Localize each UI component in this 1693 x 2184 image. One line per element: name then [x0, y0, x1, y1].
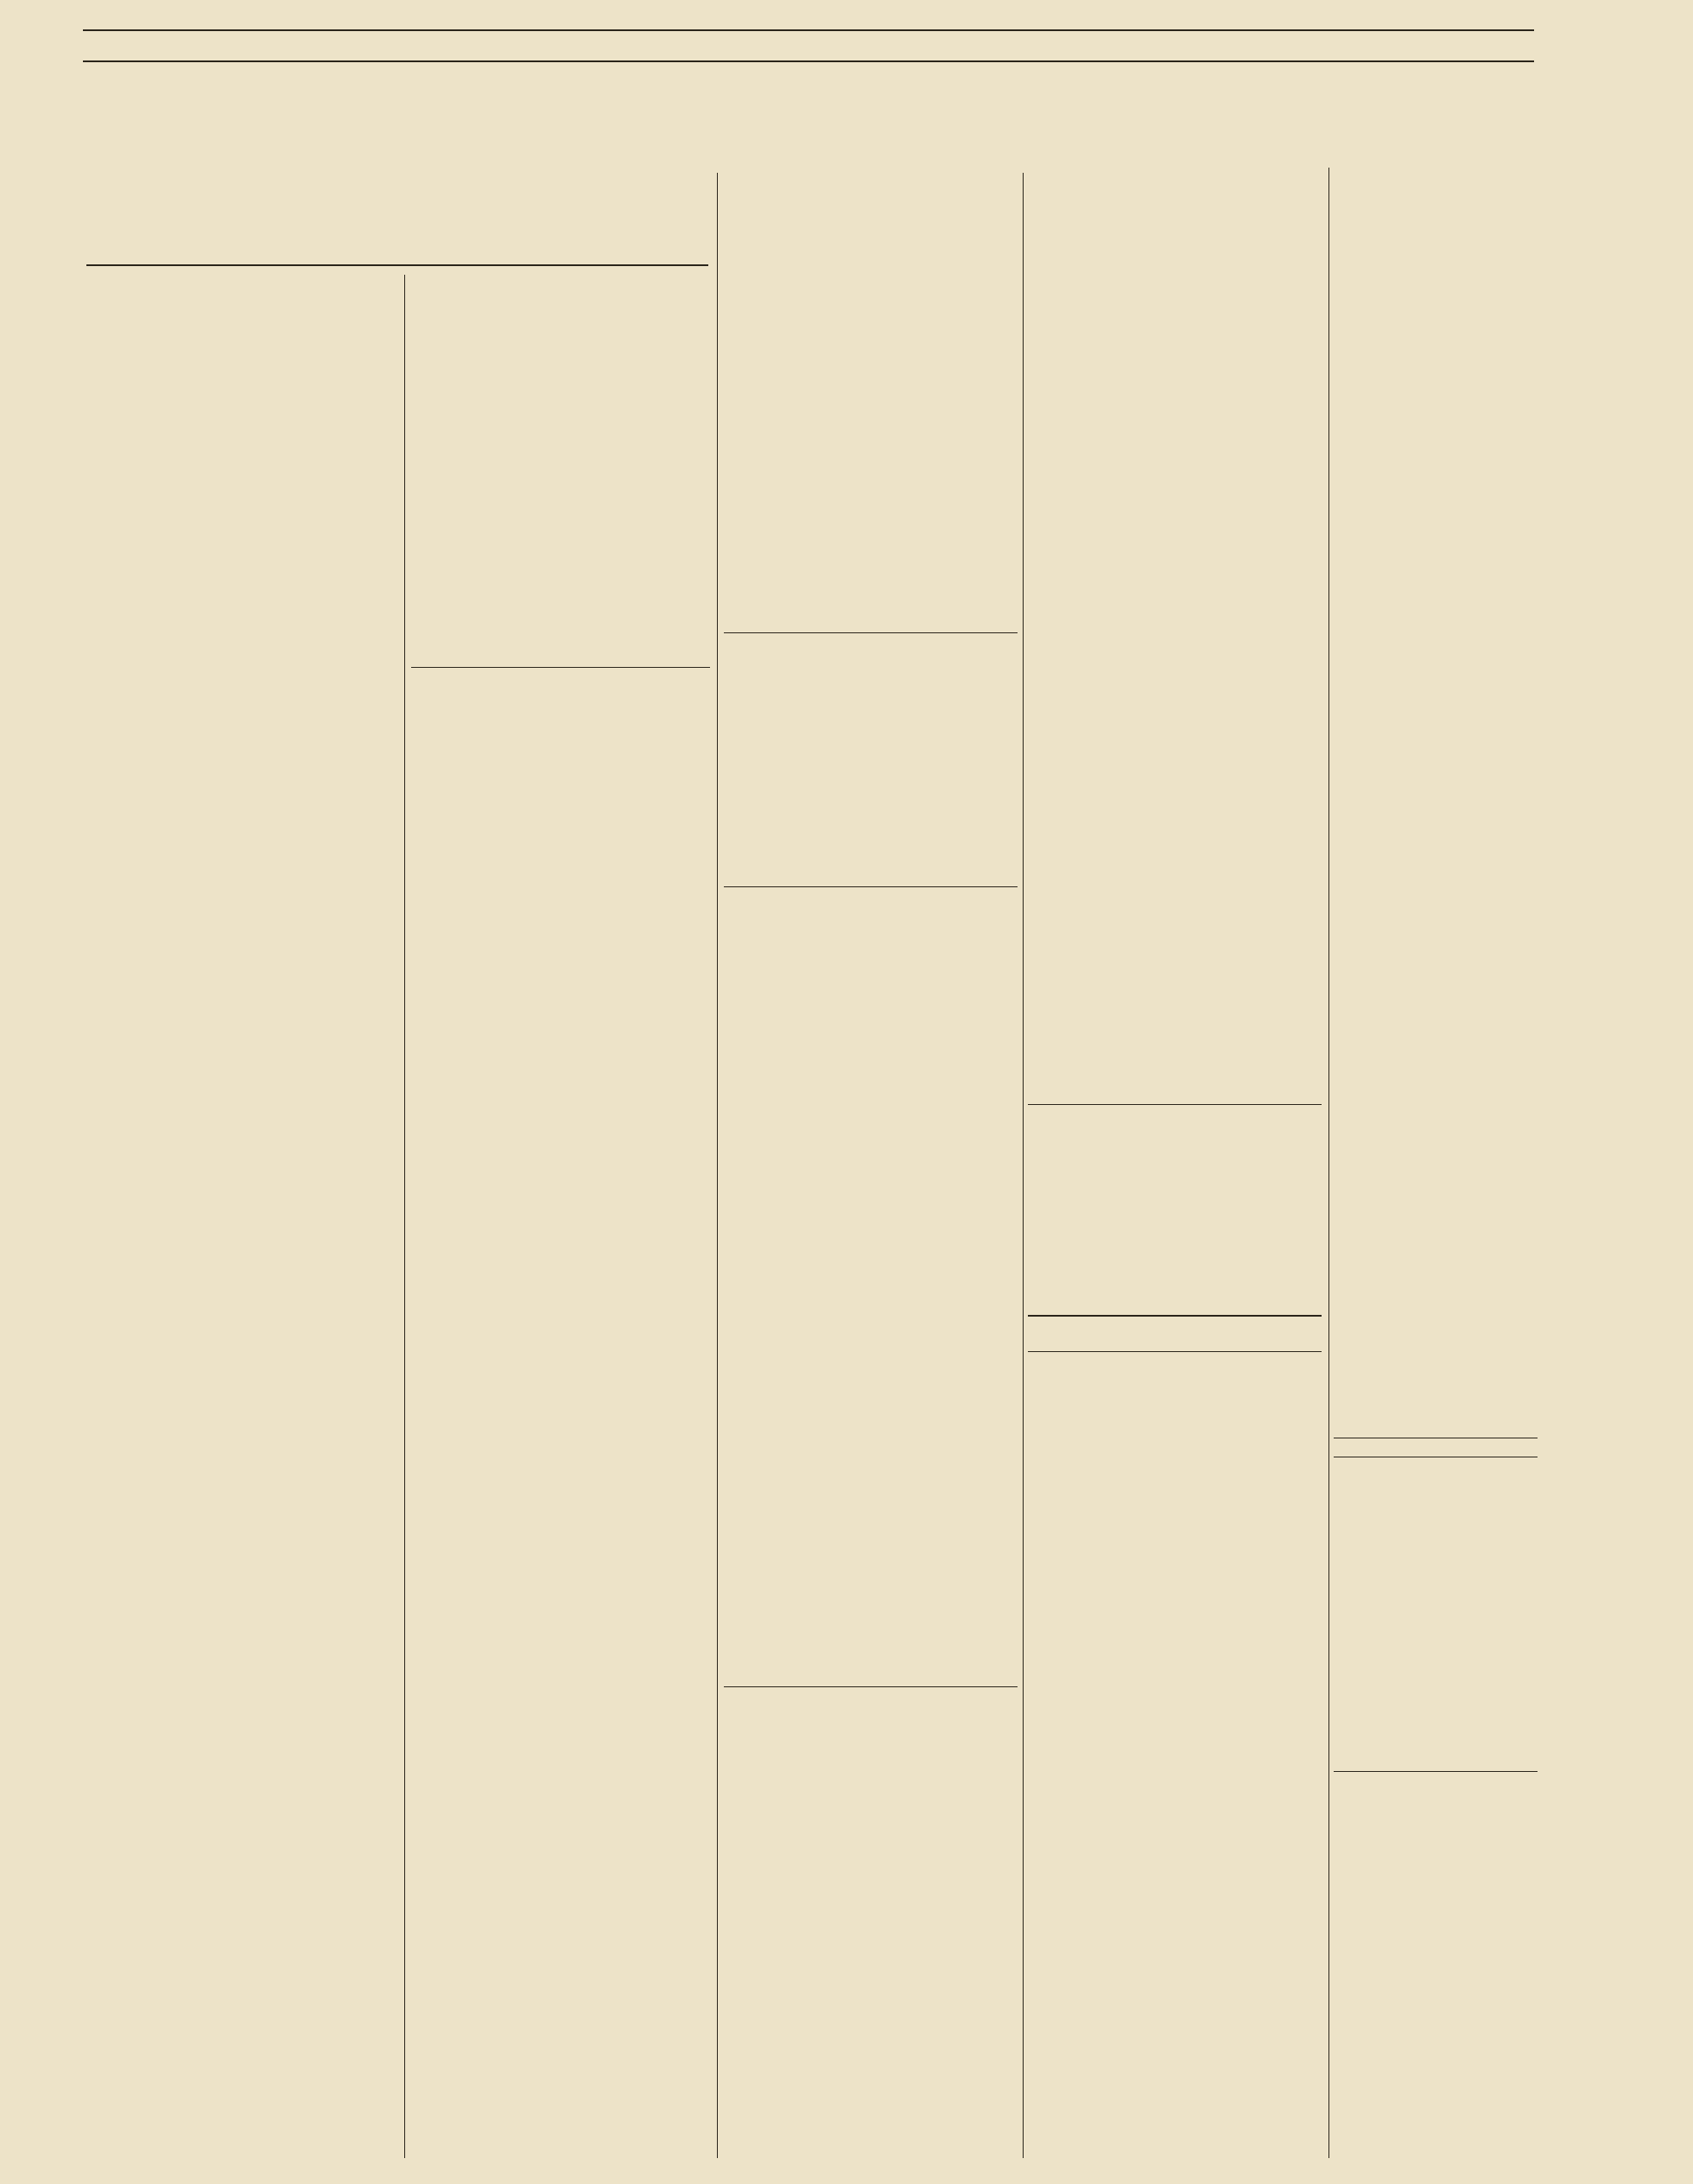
gellio-article-body: [1334, 263, 1538, 589]
tre-composizioni-article-body: [1028, 1419, 1322, 1781]
tonnellaggio-article-body: [724, 702, 1018, 881]
rovigo-article-body: [1334, 961, 1538, 1396]
masthead-title: [86, 35, 1512, 59]
col3-rule-3: [724, 1686, 1018, 1687]
col3-rule-1: [724, 632, 1018, 633]
column-rule-4: [1328, 168, 1329, 2158]
col4-rule-3: [1028, 1351, 1322, 1352]
ora-article-body: [411, 1809, 710, 2158]
laval-article-body: [411, 1133, 710, 1781]
column-rule-3: [1023, 173, 1024, 2158]
col3-article-body: [724, 173, 1018, 629]
ripercussione-article-body: [724, 1759, 1018, 2158]
col4-rule-2: [1028, 1315, 1322, 1317]
notice-article-body: [1334, 1463, 1538, 1534]
pnf-article-body: [1334, 1864, 1538, 2141]
col5-rule-3: [1334, 1771, 1538, 1772]
col3-rule-2: [724, 886, 1018, 887]
amici-musica-article-body: [1028, 1809, 1322, 2158]
lead-rule: [86, 264, 708, 266]
top-rule: [83, 29, 1534, 31]
neurath-article-body: [86, 1878, 397, 2155]
goebbels-article-body: [411, 275, 710, 663]
col4-rule-1: [1028, 1104, 1322, 1105]
col4-article-body: [1028, 168, 1322, 1101]
aspre-article-body: [724, 940, 1018, 1683]
tripoli-article-body: [1334, 646, 1538, 885]
column-rule-1: [404, 275, 405, 2158]
col2-rule-1: [411, 667, 710, 668]
contraccolpo-article-body: [411, 722, 710, 1106]
miliardi-article-body: [1028, 1168, 1322, 1311]
column-rule-2: [717, 173, 718, 2158]
lead-article-body: [86, 292, 397, 1828]
banner-headline: [95, 57, 1149, 169]
notice-article-body-2: [1334, 1610, 1538, 1766]
